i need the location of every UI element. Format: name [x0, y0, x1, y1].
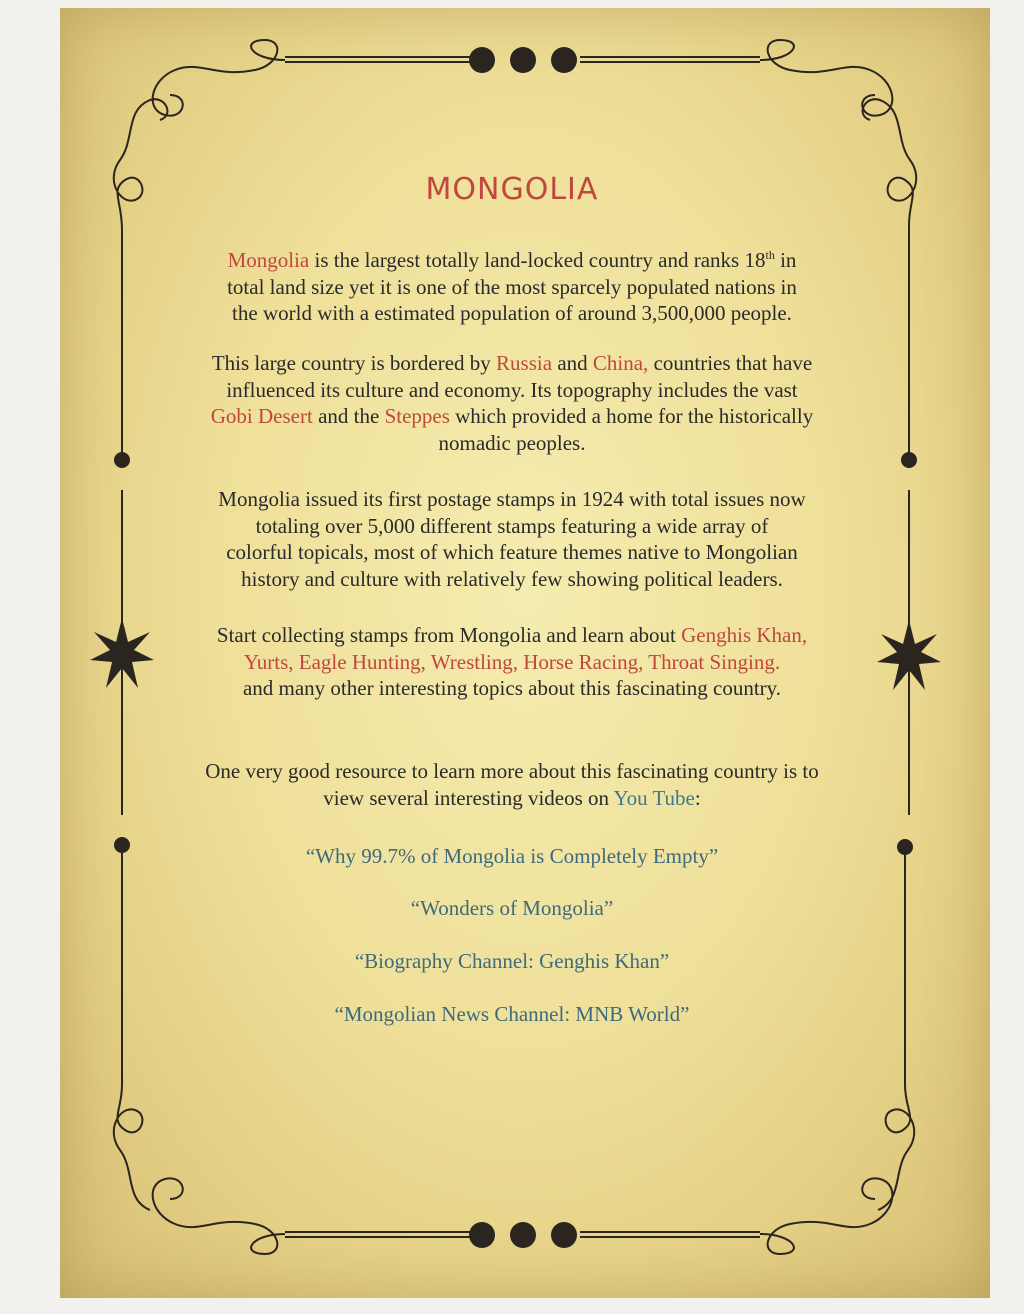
page-title: MONGOLIA [425, 172, 599, 207]
video-title: “Wonders of Mongolia” [410, 896, 614, 920]
country-name: Mongolia [227, 248, 310, 272]
video-title: “Biography Channel: Genghis Khan” [354, 949, 670, 973]
paragraph-stamps: Mongolia issued its first postage stamps in 1924 with total issues now totaling over 5,000 different stamps featuring a wide array of colorful topicals, most of which feature themes native to Mongolian history and culture with relatively few showing political leaders. [218, 487, 806, 591]
video-title: “Mongolian News Channel: MNB World” [334, 1002, 690, 1026]
video-title: “Why 99.7% of Mongolia is Completely Empty” [305, 844, 719, 868]
paragraph-resources: One very good resource to learn more about this fascinating country is to view several interesting videos on You Tube: [205, 759, 819, 810]
paragraph-topics: Start collecting stamps from Mongolia and learn about Genghis Khan, Yurts, Eagle Hunting, Wrestling, Horse Racing, Throat Singing. and many other interesting topics about this fascinating country. [216, 623, 808, 700]
paragraph-intro: Mongolia is the largest totally land-locked country and ranks 18th in total land size yet it is one of the most sparcely populated nations in the world with a estimated population of around 3,500,000 people. [227, 248, 797, 325]
youtube-label: You Tube [613, 785, 695, 810]
paragraph-geography: This large country is bordered by Russia and China, countries that have influenced its culture and economy. Its topography includes the vast Gobi Desert and the Steppes which provided a home for the historically nomadic peoples. [210, 351, 814, 455]
